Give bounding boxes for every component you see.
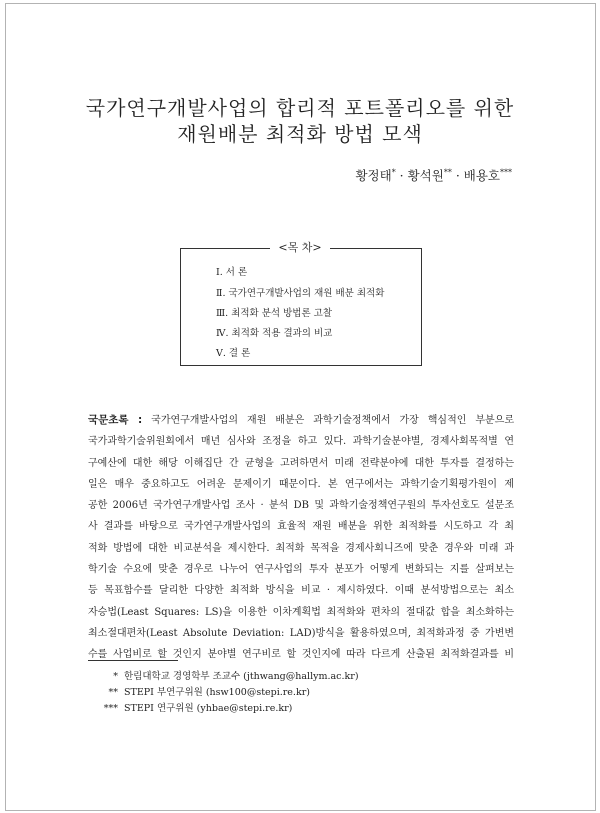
- toc-item: Ⅴ. 결 론: [216, 348, 251, 359]
- author-separator: ·: [451, 168, 464, 183]
- footnote: [88, 700, 292, 714]
- toc-item: Ⅲ. 최적화 분석 방법론 고찰: [216, 308, 333, 319]
- footnote-text: STEPI 부연구위원 (hsw100@stepi.re.kr): [124, 687, 310, 698]
- abstract-line: 국가과학기술위원회에서 매년 심사와 조정을 하고 있다. 과학기술분야별, 경제사회목적별 연: [88, 436, 514, 448]
- footnote-divider: [88, 660, 178, 661]
- author-3: 배용호: [463, 168, 500, 183]
- abstract-line: 구예산에 대한 해당 이해집단 간 균형을 고려하면서 미래 전략분야에 대한 투자를 결정하는: [88, 457, 514, 469]
- abstract-label: 국문초록 :: [88, 414, 143, 426]
- abstract-line: 학기술 수요에 맞춘 경우로 나누어 연구사업의 투자 분포가 어떻게 변화되는 지를 살펴보는: [88, 564, 514, 576]
- paper-title-line-2: 재원배분 최적화 방법 모색: [177, 122, 423, 146]
- paper-title-line-1: 국가연구개발사업의 합리적 포트폴리오를 위한: [85, 96, 515, 120]
- footnote: [88, 668, 359, 682]
- toc-item: Ⅰ. 서 론: [216, 267, 248, 278]
- author-1-mark: *: [391, 168, 396, 177]
- abstract-line: 수를 사업비로 할 것인지 분야별 연구비로 할 것인지에 따라 다르게 산출된 최적화결과를 비: [88, 649, 514, 661]
- abstract-line: 자승법(Least Squares: LS)을 이용한 이차계획법 최적화와 편차의 절대값 합을 최소화하는: [88, 606, 514, 618]
- toc-item: Ⅱ. 국가연구개발사업의 재원 배분 최적화: [216, 288, 385, 299]
- author-3-mark: ***: [500, 168, 512, 177]
- abstract-line: 일은 매우 중요하고도 어려운 문제이기 때문이다. 본 연구에서는 과학기술기획평가원이 제: [88, 478, 514, 490]
- footnote-text: STEPI 연구위원 (yhbae@stepi.re.kr): [124, 703, 293, 714]
- abstract-line: 사 결과를 바탕으로 국가연구개발사업의 효율적 재원 배분을 위한 최적화를 시도하고 각 최: [88, 521, 514, 533]
- footnote: [88, 684, 310, 698]
- table-of-contents-title: <목 차>: [270, 240, 330, 256]
- abstract-line: 적화 방법에 대한 비교분석을 제시한다. 최적화 목적을 경제사회니즈에 맞춘 경우와 미래 과: [88, 542, 514, 554]
- abstract-line: 공한 2006년 국가연구개발사업 조사 · 분석 DB 및 과학기술정책연구원의 투자선호도 설문조: [88, 500, 514, 512]
- footnote-mark: **: [108, 687, 118, 698]
- footnote-text: 한림대학교 경영학부 조교수 (jthwang@hallym.ac.kr): [124, 671, 359, 682]
- author-list: [355, 166, 512, 184]
- footnote-mark: *: [113, 671, 118, 682]
- footnote-mark: ***: [103, 703, 118, 714]
- author-separator: ·: [395, 168, 408, 183]
- author-2-mark: **: [443, 168, 452, 177]
- korean-abstract: [88, 410, 514, 666]
- abstract-line: 최소절대편차(Least Absolute Deviation: LAD)방식을 활용하였으며, 최적화과정 중 가변변: [88, 627, 514, 639]
- author-2: 황석원: [407, 168, 444, 183]
- author-1: 황정태: [355, 168, 392, 183]
- toc-item: Ⅳ. 최적화 적용 결과의 비교: [216, 328, 333, 339]
- abstract-line: 국문초록 : 국가연구개발사업의 재원 배분은 과학기술정책에서 가장 핵심적인 부분으로: [88, 414, 514, 426]
- abstract-line: 등 목표함수를 달리한 다양한 최적화 방식을 비교 · 제시하였다. 이때 분석방법으로는 최소: [88, 585, 514, 597]
